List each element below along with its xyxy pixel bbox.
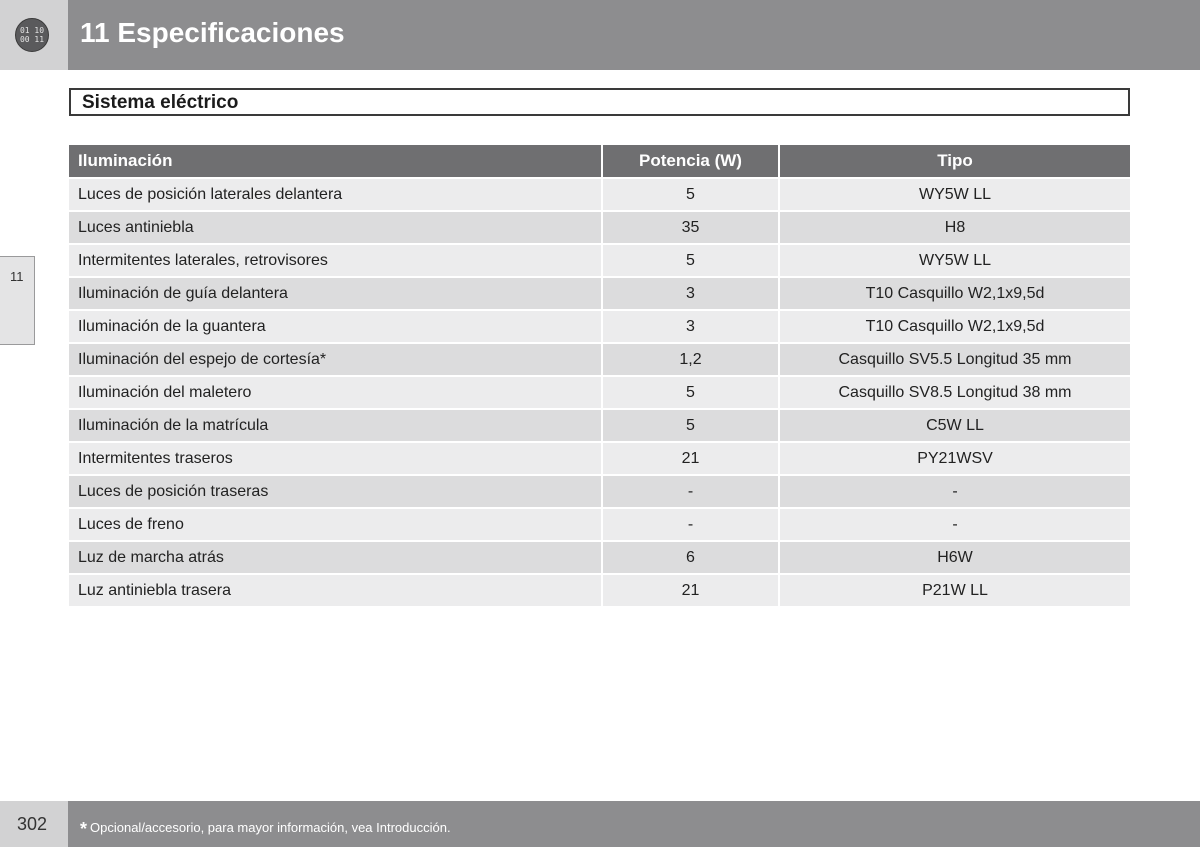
cell-tipo: H6W: [780, 540, 1130, 573]
cell-iluminacion: Iluminación del maletero: [69, 375, 603, 408]
table-row: [69, 210, 1130, 243]
column-header-potencia: Potencia (W): [603, 145, 780, 177]
chapter-icon-line2: 00 11: [19, 35, 45, 44]
chapter-title: 11 Especificaciones: [80, 17, 345, 48]
cell-tipo: P21W LL: [780, 573, 1130, 606]
table-header-row: [69, 145, 1130, 177]
cell-tipo: H8: [780, 210, 1130, 243]
cell-tipo: C5W LL: [780, 408, 1130, 441]
cell-potencia: 21: [603, 573, 780, 606]
footnote-star: *: [80, 819, 88, 839]
cell-tipo: Casquillo SV5.5 Longitud 35 mm: [780, 342, 1130, 375]
cell-iluminacion: Luces de posición laterales delantera: [69, 177, 603, 210]
cell-iluminacion: Iluminación de guía delantera: [69, 276, 603, 309]
cell-potencia: -: [603, 474, 780, 507]
cell-iluminacion: Luces de posición traseras: [69, 474, 603, 507]
cell-tipo: -: [780, 507, 1130, 540]
table-row: [69, 309, 1130, 342]
section-title: Sistema eléctrico: [69, 88, 1130, 116]
chapter-icon-line1: 01 10: [19, 26, 45, 35]
cell-tipo: -: [780, 474, 1130, 507]
table-row: [69, 540, 1130, 573]
chapter-icon: [15, 18, 49, 52]
cell-iluminacion: Intermitentes traseros: [69, 441, 603, 474]
footnote-text: Opcional/accesorio, para mayor información, vea Introducción.: [90, 820, 451, 835]
column-header-iluminacion: Iluminación: [69, 145, 603, 177]
chapter-side-tab: [0, 256, 35, 345]
cell-potencia: 5: [603, 375, 780, 408]
cell-potencia: 3: [603, 276, 780, 309]
footnote: [80, 816, 451, 837]
cell-potencia: 3: [603, 309, 780, 342]
table-row: [69, 507, 1130, 540]
side-tab-label: 11: [10, 269, 24, 284]
bulb-spec-table: [69, 145, 1130, 606]
cell-iluminacion: Luz de marcha atrás: [69, 540, 603, 573]
page-number: 302: [17, 814, 48, 834]
table-row: [69, 474, 1130, 507]
table-row: [69, 375, 1130, 408]
cell-potencia: -: [603, 507, 780, 540]
cell-tipo: PY21WSV: [780, 441, 1130, 474]
cell-iluminacion: Luces de freno: [69, 507, 603, 540]
cell-potencia: 6: [603, 540, 780, 573]
cell-potencia: 21: [603, 441, 780, 474]
cell-iluminacion: Intermitentes laterales, retrovisores: [69, 243, 603, 276]
table-row: [69, 276, 1130, 309]
cell-tipo: Casquillo SV8.5 Longitud 38 mm: [780, 375, 1130, 408]
table-row: [69, 441, 1130, 474]
cell-tipo: T10 Casquillo W2,1x9,5d: [780, 309, 1130, 342]
cell-potencia: 5: [603, 408, 780, 441]
chapter-header-side: [0, 0, 68, 70]
cell-tipo: WY5W LL: [780, 243, 1130, 276]
cell-iluminacion: Iluminación del espejo de cortesía*: [69, 342, 603, 375]
cell-potencia: 5: [603, 177, 780, 210]
cell-potencia: 1,2: [603, 342, 780, 375]
table-row: [69, 243, 1130, 276]
cell-iluminacion: Iluminación de la matrícula: [69, 408, 603, 441]
cell-potencia: 35: [603, 210, 780, 243]
cell-tipo: WY5W LL: [780, 177, 1130, 210]
table-row: [69, 177, 1130, 210]
cell-iluminacion: Luz antiniebla trasera: [69, 573, 603, 606]
cell-tipo: T10 Casquillo W2,1x9,5d: [780, 276, 1130, 309]
cell-potencia: 5: [603, 243, 780, 276]
cell-iluminacion: Luces antiniebla: [69, 210, 603, 243]
cell-iluminacion: Iluminación de la guantera: [69, 309, 603, 342]
table-row: [69, 342, 1130, 375]
table-row: [69, 408, 1130, 441]
table-row: [69, 573, 1130, 606]
column-header-tipo: Tipo: [780, 145, 1130, 177]
